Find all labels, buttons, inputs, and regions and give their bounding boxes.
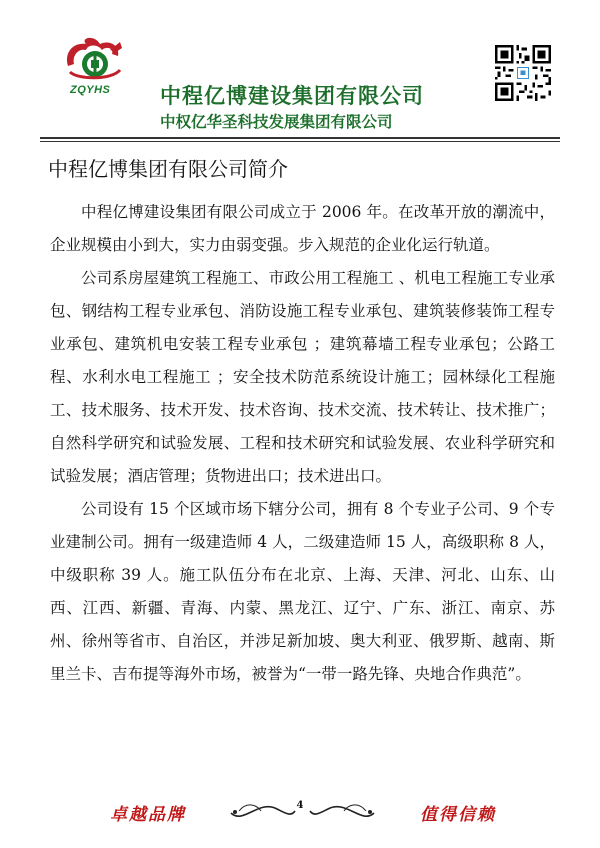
paragraph-founding: 中程亿博建设集团有限公司成立于 2006 年。在改革开放的潮流中，企业规模由小到大，实力由弱变强。步入规范的企业化运行轨道。 (50, 203, 555, 254)
paragraph-organization: 公司设有 15 个区域市场下辖分公司，拥有 8 个专业子公司、9 个专业建制公司。拥有一级建造师 4 人，二级建造师 15 人，高级职称 8 人，中级职称 39 人。施工队伍分布在北京、上海、天津、河北、山东、山西、江西、新疆、青海、内蒙、黑龙江、辽宁、广东、浙江、南京、苏州、徐州等省市、自治区，并涉足新加坡、奥大利亚、俄罗斯、越南、斯里兰卡、吉布提等海外市场，被誉为“一带一路先锋、央地合作典范”。 (50, 500, 555, 683)
company-name-primary: 中程亿博建设集团有限公司 (160, 84, 424, 108)
qr-code-icon (495, 45, 551, 101)
paragraph-business-scope: 公司系房屋建筑工程施工、市政公用工程施工 、机电工程施工专业承包、钢结构工程专业承包、消防设施工程专业承包、建筑装修装饰工程专业承包、建筑机电安装工程专业承包 ；建筑幕墙工程专业承包；公路工程、水利水电工程施工 ；安全技术防范系统设计施工；园林绿化工程施工、技术服务、技术开发、技术咨询、技术交流、技术转让、技术推广；自然科学研究和试验发展、工程和技术研究和试验发展、农业科学研究和试验发展；酒店管理；货物进出口；技术进出口。 (50, 269, 555, 485)
company-name-secondary: 中权亿华圣科技发展集团有限公司 (160, 113, 393, 131)
page-number: 4 (296, 800, 304, 811)
article-body (50, 196, 555, 691)
footer-slogan-right: 值得信赖 (420, 805, 496, 825)
footer-slogan-left: 卓越品牌 (110, 805, 186, 825)
logo-text: ZQYHS (70, 84, 111, 96)
header-divider-thin (40, 141, 560, 142)
header-divider (40, 137, 560, 139)
article-title: 中程亿博集团有限公司简介 (48, 157, 288, 181)
logo-emblem-icon (60, 36, 130, 86)
